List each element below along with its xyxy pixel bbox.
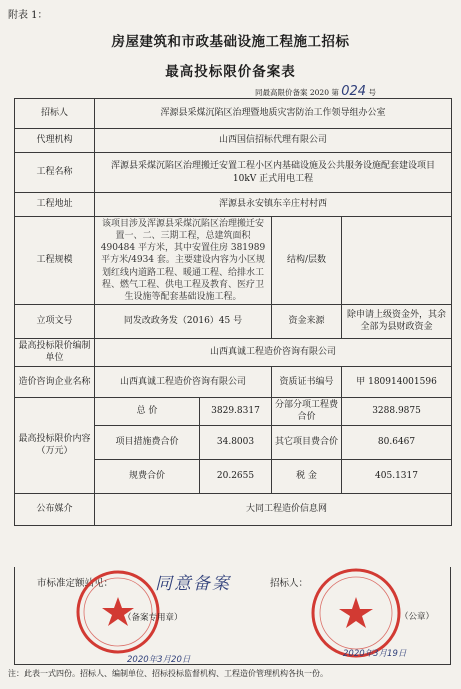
footnote: 注：此表一式四份。招标人、编制单位、招标投标监督机构、工程造价管理机构各执一份。 xyxy=(8,669,328,678)
approval-label: 立项文号 xyxy=(15,304,95,338)
doc-no-suffix: 号 xyxy=(368,88,376,97)
project-value: 浑源县采煤沉陷区治理搬迁安置工程小区内基础设施及公共服务设施配套建设项目 10kV 正式用电工程 xyxy=(95,153,452,193)
scale-value: 该项目涉及浑源县采煤沉陷区治理搬迁安置一、二、三期工程，总建筑面积 490484 平方米，其中安置住房 381989 平方米/4934 套。主要建设内容为小区规划红线内道路工程、暖通工程、给排水工程、燃气工程、供电工程及教育、医疗卫生设施等配套基础设施工程。 xyxy=(95,217,272,305)
doc-no-handwritten: 024 xyxy=(341,84,367,99)
row-approval xyxy=(15,304,452,338)
row-scale xyxy=(15,217,452,305)
media-value: 大同工程造价信息网 xyxy=(95,493,452,525)
cert-label: 资质证书编号 xyxy=(272,366,342,397)
compiler-label: 最高投标限价编制单位 xyxy=(15,338,95,366)
row-agency xyxy=(15,129,452,153)
row-compiler xyxy=(15,338,452,366)
total-value: 3829.8317 xyxy=(200,397,272,425)
row-media xyxy=(15,493,452,525)
tenderer-label: 招标人 xyxy=(15,99,95,129)
agency-label: 代理机构 xyxy=(15,129,95,153)
scale-label: 工程规模 xyxy=(15,217,95,305)
floors-value xyxy=(342,217,452,305)
row-tenderer xyxy=(15,99,452,129)
other-label: 其它项目费合价 xyxy=(272,425,342,459)
project-label: 工程名称 xyxy=(15,153,95,193)
row-total xyxy=(15,397,452,425)
approval-value: 同发改政务发（2016）45 号 xyxy=(95,304,272,338)
tenderer-seal-label: （公章） xyxy=(400,612,435,622)
media-label: 公布媒介 xyxy=(15,493,95,525)
agency-value: 山西国信招标代理有限公司 xyxy=(95,129,452,153)
consult-label: 造价咨询企业名称 xyxy=(15,366,95,397)
row-address xyxy=(15,193,452,217)
row-project xyxy=(15,153,452,193)
filing-table xyxy=(14,98,452,526)
fund-value: 除申请上级资金外，其余全部为县财政资金 xyxy=(342,304,452,338)
cert-value: 甲 180914001596 xyxy=(342,366,452,397)
filing-date: 2020年3月20日 xyxy=(127,655,191,665)
address-label: 工程地址 xyxy=(15,193,95,217)
tax-label: 税 金 xyxy=(272,459,342,493)
measure-value: 34.8003 xyxy=(200,425,272,459)
form-subtitle: 最高投标限价备案表 xyxy=(165,64,296,80)
measure-label: 项目措施费合价 xyxy=(95,425,200,459)
tenderer-date: 2020年3月19日 xyxy=(343,649,407,659)
other-value: 80.6467 xyxy=(342,425,452,459)
fee-value: 20.2655 xyxy=(200,459,272,493)
sub-value: 3288.9875 xyxy=(342,397,452,425)
limit-label: 最高投标限价内容（万元） xyxy=(15,397,95,493)
document-number xyxy=(255,84,376,99)
approval-handwriting: 同意备案 xyxy=(155,574,231,594)
total-label: 总 价 xyxy=(95,397,200,425)
filing-seal-label: （备案专用章） xyxy=(123,613,183,623)
consult-value: 山西真诚工程造价咨询有限公司 xyxy=(95,366,272,397)
row-consult xyxy=(15,366,452,397)
fee-label: 规费合价 xyxy=(95,459,200,493)
form-title: 房屋建筑和市政基础设施工程施工招标 xyxy=(111,34,350,50)
doc-no-prefix: 同最高限价备案 2020 第 xyxy=(255,88,339,97)
floors-label: 结构/层数 xyxy=(272,217,342,305)
fund-label: 资金来源 xyxy=(272,304,342,338)
tax-value: 405.1317 xyxy=(342,459,452,493)
compiler-value: 山西真诚工程造价咨询有限公司 xyxy=(95,338,452,366)
tenderer-seal-icon xyxy=(310,567,402,659)
address-value: 浑源县永安镇东辛庄村村西 xyxy=(95,193,452,217)
tenderer-value: 浑源县采煤沉陷区治理暨地质灾害防治工作领导组办公室 xyxy=(95,99,452,129)
station-opinion-label: 市标准定额站见： xyxy=(37,578,114,589)
attachment-label: 附表 1： xyxy=(8,10,48,21)
tenderer-sign-label: 招标人： xyxy=(270,578,309,589)
sub-label: 分部分项工程费合价 xyxy=(272,397,342,425)
approval-section xyxy=(14,567,451,665)
